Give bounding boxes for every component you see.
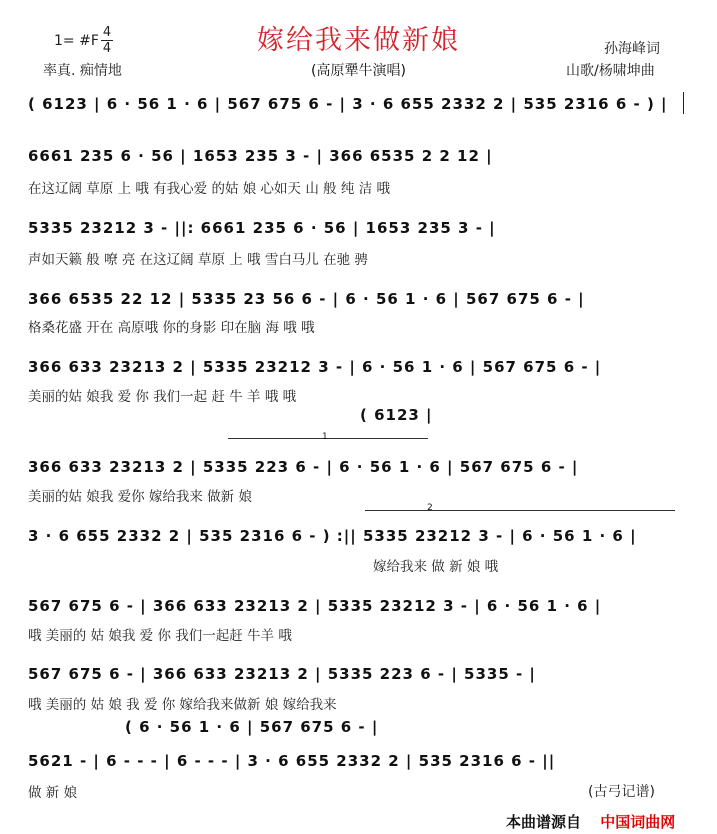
time-signature-bottom: 4: [102, 41, 112, 56]
lyrics-row-2: 在这辽阔 草原 上 哦 有我心爱 的姑 娘 心如天 山 般 纯 洁 哦: [28, 181, 390, 197]
page-title: 嫁给我来做新娘: [257, 25, 460, 56]
score-fragment-interlude: ( 6 · 56 1 · 6 | 567 675 6 - |: [125, 718, 379, 736]
score-row-9: 567 675 6 - | 366 633 23213 2 | 5335 223 6 - | 5335 - |: [28, 665, 536, 683]
score-row-4: 366 6535 22 12 | 5335 23 56 6 - | 6 · 56 1 · 6 | 567 675 6 - |: [28, 290, 585, 308]
score-row-10: 5621 - | 6 - - - | 6 - - - | 3 · 6 655 2332 2 | 535 2316 6 - ||: [28, 752, 556, 770]
composer: 山歌/杨啸坤曲: [566, 63, 655, 79]
score-row-3: 5335 23212 3 - ||: 6661 235 6 · 56 | 1653 235 3 - |: [28, 219, 496, 237]
score-row-8: 567 675 6 - | 366 633 23213 2 | 5335 23212 3 - | 6 · 56 1 · 6 |: [28, 597, 602, 615]
lyrics-row-10: 做 新 娘: [28, 785, 78, 801]
performer-subtitle: (高原犟牛演唱): [311, 63, 406, 79]
volta-second-number: 2: [427, 503, 433, 513]
volta-second: [365, 510, 675, 511]
lyrics-row-8: 哦 美丽的 姑 娘我 爱 你 我们一起赶 牛羊 哦: [28, 628, 292, 644]
volta-first-number: 1: [322, 432, 328, 442]
score-row-2: 6661 235 6 · 56 | 1653 235 3 - | 366 6535 2 2 12 |: [28, 147, 493, 165]
footer-site-link[interactable]: 中国词曲网: [600, 813, 676, 831]
barline: [683, 92, 684, 114]
lyrics-row-4: 格桑花盛 开在 高原哦 你的身影 印在脑 海 哦 哦: [28, 320, 315, 336]
lyricist: 孙海峰词: [604, 41, 660, 57]
score-row-6: 366 633 23213 2 | 5335 223 6 - | 6 · 56 1 · 6 | 567 675 6 - |: [28, 458, 579, 476]
time-signature-top: 4: [102, 25, 112, 40]
volta-first: [228, 438, 428, 439]
score-fragment-intro: ( 6123 |: [360, 406, 433, 424]
score-row-5: 366 633 23213 2 | 5335 23212 3 - | 6 · 56 1 · 6 | 567 675 6 - |: [28, 358, 602, 376]
tempo-marking: 率真. 痴情地: [43, 63, 122, 79]
score-row-7: 3 · 6 655 2332 2 | 535 2316 6 - ) :|| 5335 23212 3 - | 6 · 56 1 · 6 |: [28, 527, 637, 545]
lyrics-row-3: 声如天籁 般 嘹 亮 在这辽阔 草原 上 哦 雪白马儿 在驰 骋: [28, 252, 368, 268]
footer: [506, 811, 675, 832]
transcriber-note: (古弓记谱): [588, 784, 655, 800]
lyrics-row-7: 嫁给我来 做 新 娘 哦: [373, 559, 499, 575]
lyrics-row-5: 美丽的姑 娘我 爱 你 我们一起 赶 牛 羊 哦 哦: [28, 389, 297, 405]
footer-source-label: 本曲谱源自: [506, 813, 582, 831]
lyrics-row-6: 美丽的姑 娘我 爱你 嫁给我来 做新 娘: [28, 489, 252, 505]
lyrics-row-9: 哦 美丽的 姑 娘 我 爱 你 嫁给我来做新 娘 嫁给我来: [28, 697, 337, 713]
key-signature: 1= #F: [54, 33, 99, 49]
score-row-1: ( 6123 | 6 · 56 1 · 6 | 567 675 6 - | 3 · 6 655 2332 2 | 535 2316 6 - ) |: [28, 95, 668, 113]
